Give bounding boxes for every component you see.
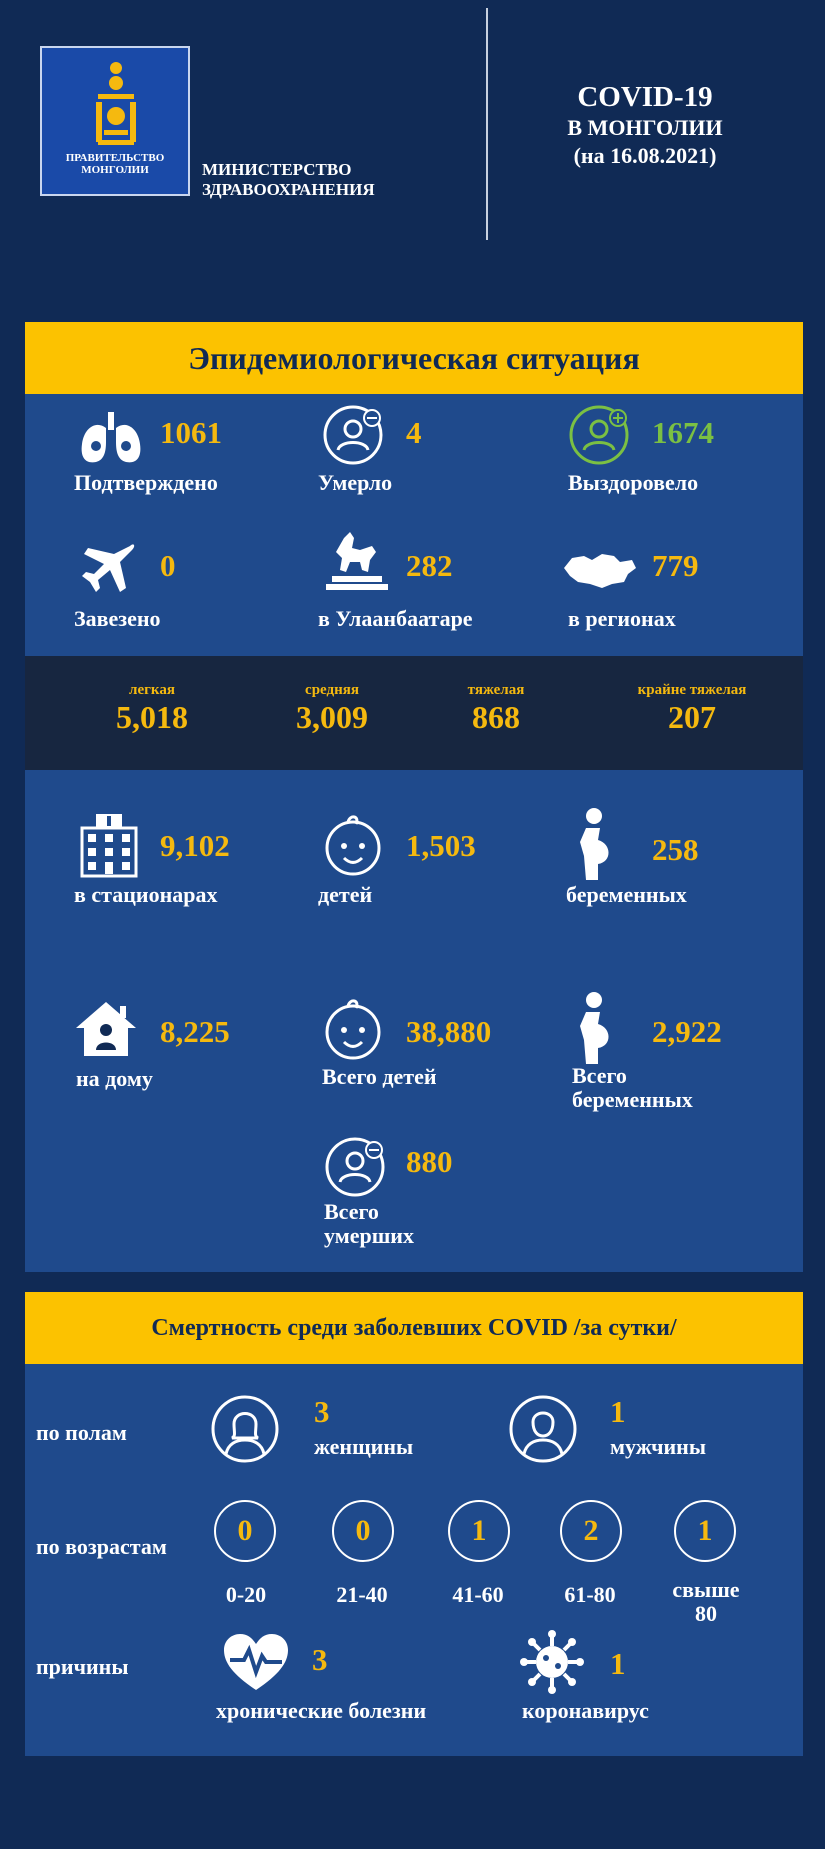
lungs-icon xyxy=(78,410,144,466)
mongolia-map-icon xyxy=(562,550,638,590)
severity-severe-label: тяжелая xyxy=(467,682,525,698)
died-value: 4 xyxy=(406,415,422,450)
age-61-80-count: 2 xyxy=(560,1500,622,1562)
coronavirus-label: коронавирус xyxy=(522,1698,649,1723)
women-value: 3 xyxy=(314,1394,330,1429)
header-divider xyxy=(486,8,488,240)
age-over-80-label xyxy=(656,1578,756,1626)
age-0-20-count: 0 xyxy=(214,1500,276,1562)
age-61-80-label: 61-80 xyxy=(564,1582,616,1607)
severity-critical-label: крайне тяжелая xyxy=(637,682,747,698)
children-value: 1,503 xyxy=(406,828,476,863)
total-deaths-value: 880 xyxy=(406,1144,453,1179)
by-age-label: по возрастам xyxy=(36,1534,167,1559)
total-deaths-label xyxy=(324,1200,414,1248)
total-children-value: 38,880 xyxy=(406,1014,492,1049)
total-pregnant-label-line1: Всего xyxy=(572,1063,627,1088)
children-label: детей xyxy=(318,882,373,907)
severity-mild xyxy=(92,682,212,736)
recovered-person-icon xyxy=(568,404,630,466)
severity-mild-label: легкая xyxy=(129,682,175,698)
total-deaths-label-line2: умерших xyxy=(324,1223,414,1248)
women-label: женщины xyxy=(314,1434,414,1459)
recovered-value: 1674 xyxy=(652,415,714,450)
coronavirus-value: 1 xyxy=(610,1646,626,1681)
age-over-80-count: 1 xyxy=(674,1500,736,1562)
man-icon xyxy=(508,1394,578,1464)
total-pregnant-label-line2: беременных xyxy=(572,1087,693,1112)
mortality-heading: Смертность среди заболевших COVID /за сутки/ xyxy=(25,1292,803,1364)
epi-heading: Эпидемиологическая ситуация xyxy=(25,322,803,394)
ministry-line1: МИНИСТЕРСТВО xyxy=(202,160,352,179)
age-41-60-count: 1 xyxy=(448,1500,510,1562)
recovered-label: Выздоровело xyxy=(568,470,699,495)
severity-mild-value: 5,018 xyxy=(116,699,188,735)
age-over-80-label-line2: 80 xyxy=(695,1601,717,1626)
age-21-40-label: 21-40 xyxy=(336,1582,388,1607)
age-41-60-label: 41-60 xyxy=(452,1582,504,1607)
age-over-80-label-line1: свыше xyxy=(672,1577,740,1602)
imported-label: Завезено xyxy=(74,606,161,631)
severity-moderate-label: средняя xyxy=(305,682,359,698)
by-sex-label: по полам xyxy=(36,1420,127,1445)
total-deaths-person-icon xyxy=(324,1136,386,1198)
died-label: Умерло xyxy=(318,470,393,495)
pregnant-value: 258 xyxy=(652,832,699,867)
airplane-icon xyxy=(80,540,136,596)
ulaanbaatar-value: 282 xyxy=(406,548,453,583)
regions-label: в регионах xyxy=(568,606,676,631)
deceased-person-icon xyxy=(322,404,384,466)
confirmed-value: 1061 xyxy=(160,415,222,450)
total-pregnant-value: 2,922 xyxy=(652,1014,722,1049)
ministry-name xyxy=(202,160,375,200)
men-value: 1 xyxy=(610,1394,626,1429)
total-pregnant-icon xyxy=(570,990,614,1066)
confirmed-label: Подтверждено xyxy=(74,470,218,495)
home-value: 8,225 xyxy=(160,1014,230,1049)
causes-label: причины xyxy=(36,1654,129,1679)
title-line1: COVID-19 xyxy=(577,81,713,113)
severity-severe xyxy=(436,682,556,736)
age-21-40-count: 0 xyxy=(332,1500,394,1562)
severity-moderate-value: 3,009 xyxy=(296,699,368,735)
title-line3: (на 16.08.2021) xyxy=(573,143,717,168)
hospital-value: 9,102 xyxy=(160,828,230,863)
total-pregnant-label xyxy=(572,1064,693,1112)
total-children-face-icon xyxy=(320,996,386,1062)
total-deaths-label-line1: Всего xyxy=(324,1199,379,1224)
regions-value: 779 xyxy=(652,548,699,583)
logo-text-line1: ПРАВИТЕЛЬСТВО xyxy=(65,152,165,164)
chronic-value: 3 xyxy=(312,1642,328,1677)
woman-icon xyxy=(210,1394,280,1464)
pregnant-woman-icon xyxy=(570,806,614,882)
equestrian-statue-icon xyxy=(324,530,390,592)
soyombo-emblem-icon xyxy=(92,58,140,146)
page-title xyxy=(520,80,770,170)
title-line2: В МОНГОЛИИ xyxy=(567,115,723,140)
heart-pulse-icon xyxy=(222,1632,290,1692)
coronavirus-icon xyxy=(520,1630,584,1694)
home-icon xyxy=(74,1000,138,1058)
total-children-label: Всего детей xyxy=(322,1064,437,1089)
severity-moderate xyxy=(272,682,392,736)
imported-value: 0 xyxy=(160,548,176,583)
hospital-icon xyxy=(76,812,142,878)
logo-text-line2: МОНГОЛИИ xyxy=(81,164,149,176)
men-label: мужчины xyxy=(610,1434,707,1459)
severity-severe-value: 868 xyxy=(472,699,520,735)
severity-critical xyxy=(612,682,772,736)
ulaanbaatar-label: в Улаанбаатаре xyxy=(318,606,473,631)
age-0-20-label: 0-20 xyxy=(225,1582,267,1607)
chronic-label: хронические болезни xyxy=(216,1698,427,1723)
severity-critical-value: 207 xyxy=(668,699,716,735)
ministry-line2: ЗДРАВООХРАНЕНИЯ xyxy=(202,180,375,199)
hospital-label: в стационарах xyxy=(74,882,218,907)
baby-face-icon xyxy=(320,812,386,878)
government-logo xyxy=(40,46,190,196)
home-label: на дому xyxy=(76,1066,153,1091)
pregnant-label: беременных xyxy=(566,882,687,907)
